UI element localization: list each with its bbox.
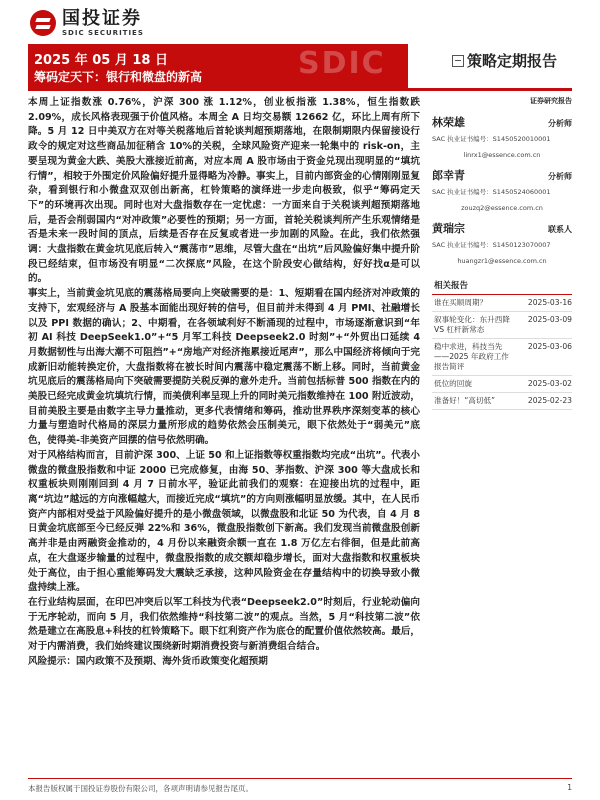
header-divider [28,88,572,91]
risk-note: 风险提示：国内政策不及预期、海外货币政策变化超预期 [28,655,268,667]
analyst-email[interactable]: zouzq2@essence.com.cn [461,204,543,212]
related-item[interactable] [432,339,572,376]
report-date: 2025 年 05 月 18 日 [34,53,168,68]
analyst-role: 分析师 [548,119,572,128]
related-title: 低位的回旋 [434,379,472,388]
analyst-sidebar [432,96,572,265]
section-label: 证券研究报告 [530,97,572,105]
analyst-role: 联系人 [548,225,572,234]
paragraph-3: 对于风格结构而言，目前沪深 300、上证 50 和上证指数等权重指数均完成“出坑”。代表小微盘的微盘股指数和中证 2000 已完成修复，由海 50、茅指数、沪深 300 等大盘成长和权重板块则刚刚回到 4 月 7 日前水平，验证此前我们的观察：在迎接出坑的过程中，距离“坑边”越远的方向涨幅越大，而接近完成“填坑”的方向则涨幅明显放缓。其中，在人民币资产内部相对受益于风险偏好提升的是小微盘领域，以微盘股和北证 50 为代表，自 4 月 8 日黄金坑底部至今已经反弹 22%和 36%，微盘股指数创下新高。我们发现当前微盘股创新高并非是由两融资金推动的，4 月份以来融资余额一直在 1.8 万亿左右徘徊，但是此前高点，在大盘逐步输量的过程中，微盘股指数的成交额却稳步增长，面对大盘指数和权重板块处于高位，由于担心重能筹码发大震缺乏承接，这种风险资金在存量结构中的切换导致小微盘持续上涨。 [28,449,420,594]
related-title: 谁在买顺周期？ [434,298,488,307]
analyst-name: 郎幸青 [432,169,465,182]
related-title: 准备好！“高切低” [434,396,496,405]
related-title: 叙事轮变化：东升西降 VS 杠杆新常态 [434,315,510,334]
report-type [452,50,557,71]
analyst-card [432,167,572,212]
related-title: 稳中求进，科技当先——2025 年政府工作报告简评 [434,342,509,371]
related-item[interactable] [432,393,572,410]
analyst-name: 黄瑞宗 [432,222,465,235]
report-title: 筹码定天下：银行和微盘的新高 [34,70,203,84]
company-logo [30,8,200,38]
page-footer [28,778,572,794]
paragraph-2: 事实上，当前黄金坑见底的震荡格局要向上突破需要的是：1、短期看在国内经济对冲政策的支持下，宏观经济与 A 股基本面能出现好转的信号，但目前并未得到 4 月 PMI、社融增长以及 PPI 数据的确认；2、中期看，在各领域利好不断涌现的过程中，市场逐渐意识到“年初 AI 科技 DeepSeek1.0”+“5 月军工科技 Deepseek2.0 时刻”+“外贸出口延续 4 月数据韧性与出海大潮不可阻挡”+“房地产对经济拖累接近尾声”，那么中国经济将倾向于完成新旧动能转换定价，大盘指数将在被长时间内震荡中稳定震荡不断上移。同时，当前黄金坑见底后的震荡格局向下突破需要提防关税反弹的意外走升。当前包括标普 500 指数在内的美股已经完成黄金坑填坑行情，而美债利率呈现上升的同时美元指数维持在 100 附近波动，目前美股主要是由数字主导力量推动，更多代表情绪和筹码，推动世界秩序深刻变革的核心力量与塑造时代格局的深层力量所形成的趋势依然会压制美元，眼下依然处于“弱美元”底色，使得美-非美资产回摆的信号依然明确。 [28,288,420,447]
analyst-email[interactable]: linrx1@essence.com.cn [463,151,541,159]
logo-mark-icon [30,10,56,36]
related-item[interactable] [432,295,572,312]
analyst-name: 林荣雄 [432,116,465,129]
analyst-license: SAC 执业证书编号：S1450123070007 [432,241,551,249]
related-item[interactable] [432,376,572,393]
logo-en: SDIC SECURITIES [62,28,144,37]
analyst-card [432,220,572,265]
related-heading: 相关报告 [432,276,572,295]
related-date: 2025-03-09 [527,315,572,324]
footer-disclaimer: 本报告版权属于国投证券股份有限公司，各项声明请参见报告尾页。 [28,784,253,793]
analyst-email[interactable]: huangzr1@essence.com.cn [457,257,547,265]
main-content [28,96,420,669]
report-icon [452,55,464,67]
related-reports [432,276,572,410]
analyst-license: SAC 执业证书编号：S1450520010001 [432,135,551,143]
title-banner [28,44,408,88]
report-type-label: 策略定期报告 [467,52,558,70]
related-date: 2025-03-16 [527,298,572,307]
analyst-card [432,114,572,159]
paragraph-1: 本周上证指数涨 0.76%，沪深 300 涨 1.12%，创业板指涨 1.38%，恒生指数跌 2.09%，成长风格表现强于价值风格。本周全 A 日均交易额 12662 亿，环比上周有所下降。5 月 12 日中美双方在对等关税落地后首轮谈判超预期落地，在限制期限内保留接设行政令的规定对这些商品加征稍含 10%的关税，全球风险资产迎来一轮集中的 risk-on，主要呈现为黄金大跌、美股大涨接近前高，对应本周 A 股市场由于资金兑现出现明显的“填坑行情”，相较于外围定价风险偏好提升显得略为冷静。事实上，目前内部资金的心情刚刚显复杂，看到银行和小微盘双双创出新高，杠铃策略的演绎进一步走向极致，似乎“筹码定天下”的环境再次出现。同时也对大盘指数存在一定忧虑：一方面来自于关税谈判超预期落地后，是否会削弱国内“对冲政策”必要性的预期；另一方面，首轮关税谈判所产生乐观情绪是否是未来一段时间的顶点，后续是否存在反复或者进一步加剧的风险。在此，我们依然强调：大盘指数在黄金坑见底后转入“震荡市”思维，尽管大盘在“出坑”后风险偏好集中提升阶段已经结束，但市场没有明显“二次探底”风险，在这个阶段安心做结构，好好找α是可以的。 [28,97,420,285]
related-date: 2025-03-06 [527,342,572,351]
paragraph-4: 在行业结构层面，在印巴冲突后以军工科技为代表“Deepseek2.0”时刻后，行业轮动偏向于无序轮动，而向 5 月，我们依然维持“科技第二波”的观点。当然，5 月“科技第二波”依然是建立在高股息+科技的杠铃策略下。眼下红利资产作为底仓的配置价值依然较高。最后，对于内需消费，我们始终建议围绕新时期消费投资与新消费组合结合。 [28,596,420,653]
analyst-role: 分析师 [548,172,572,181]
related-date: 2025-03-02 [527,379,572,388]
analyst-license: SAC 执业证书编号：S1450524060001 [432,188,551,196]
related-item[interactable] [432,312,572,339]
related-date: 2025-02-23 [527,396,572,405]
page-number: 1 [567,783,572,792]
banner-watermark: SDIC [298,46,386,81]
logo-cn: 国投证券 [62,7,142,29]
